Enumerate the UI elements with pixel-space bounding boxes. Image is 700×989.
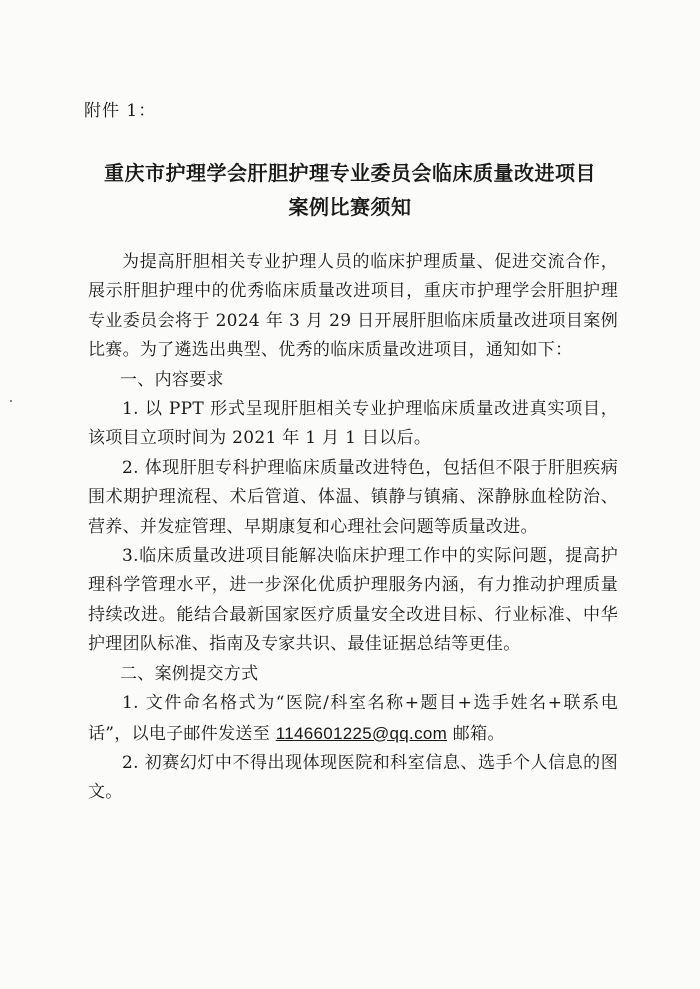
section-1-item-1: 1. 以 PPT 形式呈现肝胆相关专业护理临床质量改进真实项目，该项目立项时间为 2021 年 1 月 1 日以后。 xyxy=(88,399,618,449)
intro-paragraph: 为提高肝胆相关专业护理人员的临床护理质量、促进交流合作，展示肝胆护理中的优秀临床质量改进项目，重庆市护理学会肝胆护理专业委员会将于 2024 年 3 月 29 日开展肝胆临床质量改进项目案例比赛。为了遴选出典型、优秀的临床质量改进项目，通知如下： xyxy=(88,252,618,361)
document-title-line-2: 案例比赛须知 xyxy=(288,195,412,219)
section-2-heading: 二、案例提交方式 xyxy=(120,663,259,684)
attachment-label: 附件 1： xyxy=(84,101,157,121)
email-link[interactable]: 1146601225@qq.com xyxy=(275,723,448,743)
section-2-item-1-suffix: 邮箱。 xyxy=(447,723,505,744)
section-1-item-2: 2. 体现肝胆专科护理临床质量改进特色，包括但不限于肝胆疾病围术期护理流程、术后管道、体温、镇静与镇痛、深静脉血栓防治、营养、并发症管理、早期康复和心理社会问题等质量改进。 xyxy=(88,457,618,537)
section-2-item-1 xyxy=(88,689,618,749)
section-2-item-2: 2. 初赛幻灯中不得出现体现医院和科室信息、选手个人信息的图文。 xyxy=(88,752,618,803)
section-1-heading: 一、内容要求 xyxy=(120,369,224,390)
document-body xyxy=(88,248,618,808)
section-2-item-1-text: 1. 文件命名格式为“医院/科室名称+题目+选手姓名+联系电话”，以电子邮件发送至 xyxy=(88,693,618,744)
document-title-line-1: 重庆市护理学会肝胆护理专业委员会临床质量改进项目 xyxy=(104,161,596,185)
scan-speck xyxy=(10,400,12,402)
section-1-item-3: 3.临床质量改进项目能解决临床护理工作中的实际问题，提高护理科学管理水平，进一步深化优质护理服务内涵，有力推动护理质量持续改进。能结合最新国家医疗质量安全改进目标、行业标准、中华护理团队标准、指南及专家共识、最佳证据总结等更佳。 xyxy=(88,546,618,655)
